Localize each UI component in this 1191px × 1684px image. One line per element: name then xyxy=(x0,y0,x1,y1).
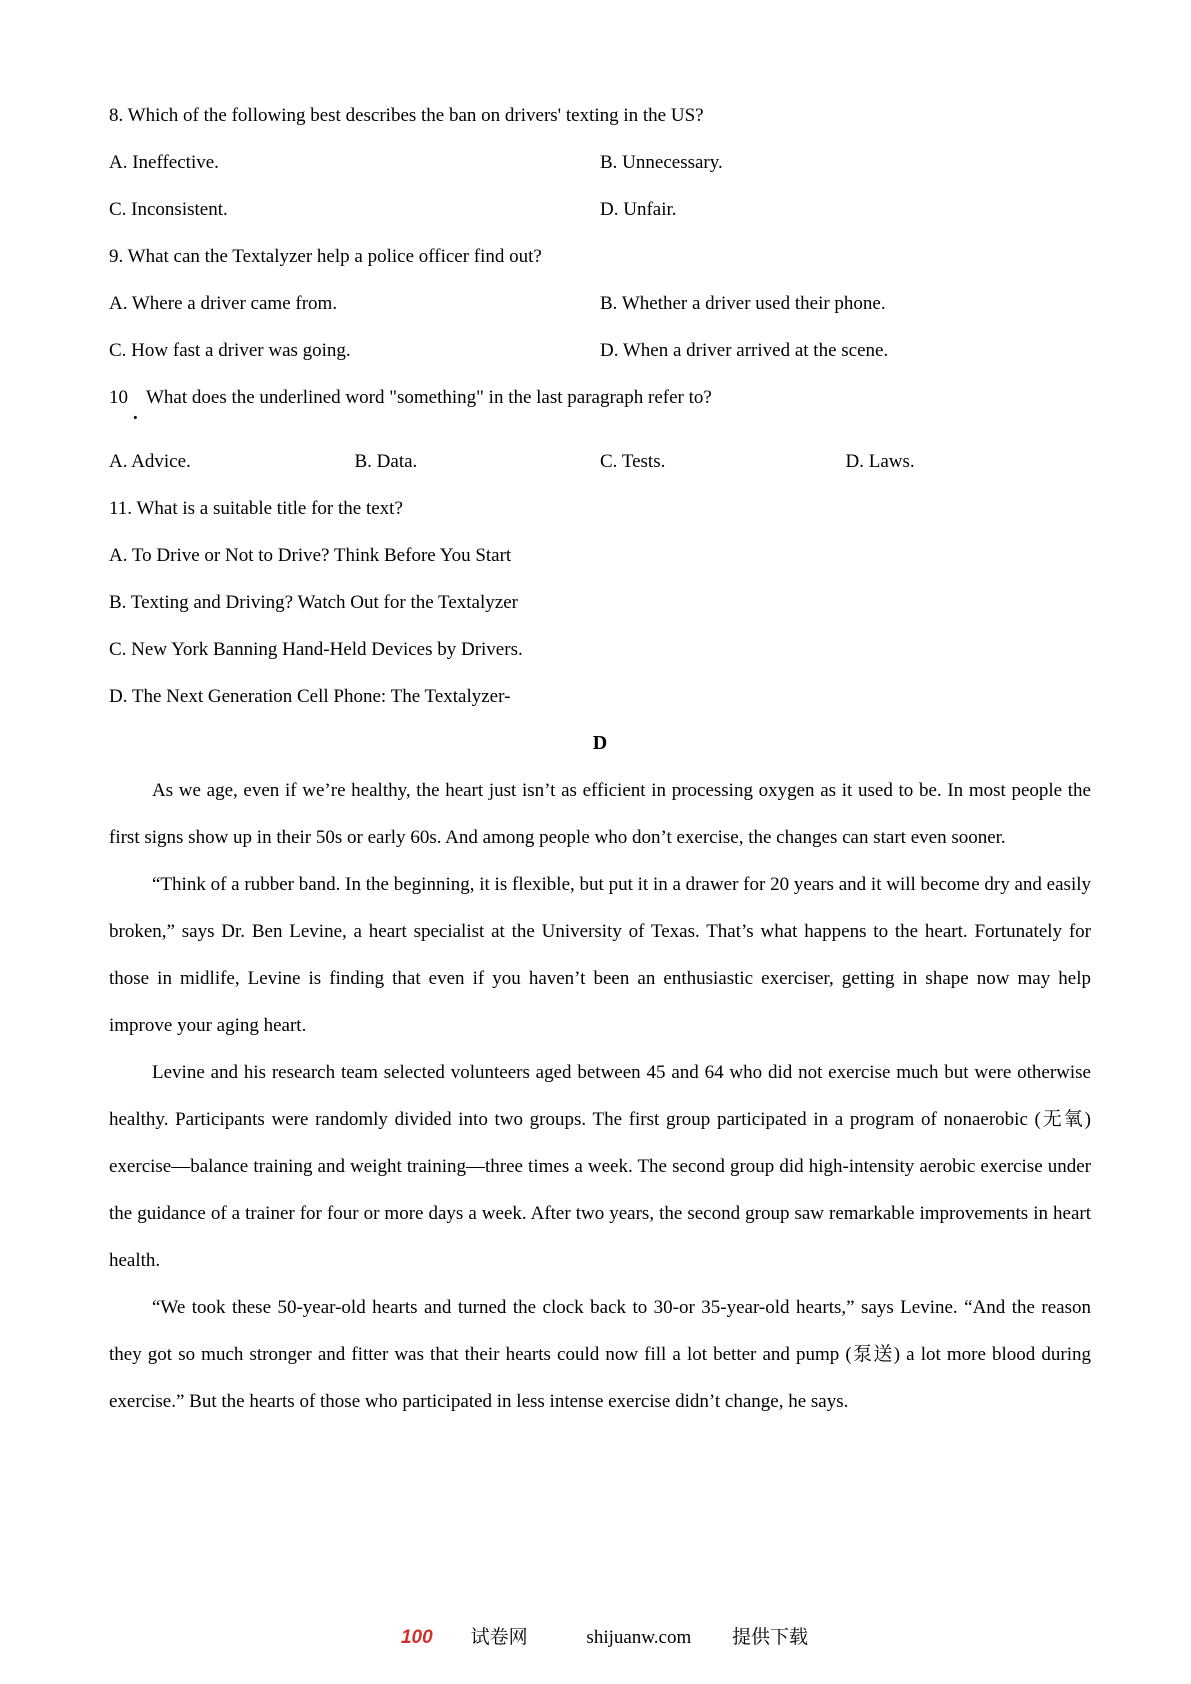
question-9-stem: 9. What can the Textalyzer help a police officer find out? xyxy=(109,246,542,267)
question-10-stem xyxy=(109,374,1091,438)
option-10d: D. Laws. xyxy=(845,451,915,472)
option-9d: D. When a driver arrived at the scene. xyxy=(600,340,889,361)
question-11-stem: 11. What is a suitable title for the text? xyxy=(109,498,403,519)
option-11c: C. New York Banning Hand-Held Devices by Drivers. xyxy=(109,639,523,660)
question-10-number: 10 xyxy=(109,387,128,408)
option-9a: A. Where a driver came from. xyxy=(109,293,338,314)
exam-page xyxy=(109,92,1091,1425)
footer-tagline: 提供下载 xyxy=(732,1627,809,1648)
option-11a: A. To Drive or Not to Drive? Think Before You Start xyxy=(109,545,512,566)
question-10-options-row xyxy=(109,438,1091,485)
site-logo[interactable] xyxy=(383,1622,546,1649)
option-11b: B. Texting and Driving? Watch Out for the Textalyzer xyxy=(109,592,518,613)
question-9-options-row-1 xyxy=(109,280,1091,327)
option-8a: A. Ineffective. xyxy=(109,152,219,173)
option-11d: D. The Next Generation Cell Phone: The Textalyzer- xyxy=(109,686,511,707)
option-8d: D. Unfair. xyxy=(600,199,677,220)
passage-paragraph: “We took these 50-year-old hearts and turned the clock back to 30-or 35-year-old hearts,” says Levine. “And the reason they got so much stronger and fitter was that their hearts could now fill a lot better and pump (泵送) a lot more blood during exercise.” But the hearts of those who participated in less intense exercise didn’t change, he says. xyxy=(109,1297,1091,1412)
passage-paragraph: Levine and his research team selected volunteers aged between 45 and 64 who did not exercise much but were otherwise healthy. Participants were randomly divided into two groups. The first group participated in a program of nonaerobic (无氧) exercise—balance training and weight training—three times a week. The second group did high-intensity aerobic exercise under the guidance of a trainer for four or more days a week. After two years, the second group saw remarkable improvements in heart health. xyxy=(109,1062,1091,1271)
option-9c: C. How fast a driver was going. xyxy=(109,340,351,361)
option-8c: C. Inconsistent. xyxy=(109,199,228,220)
question-9-options-row-2 xyxy=(109,327,1091,374)
logo-text: 试卷网 xyxy=(470,1627,528,1648)
question-8-stem: 8. Which of the following best describes the ban on drivers' texting in the US? xyxy=(109,105,704,126)
logo-number: 100 xyxy=(400,1627,433,1648)
passage-paragraph: “Think of a rubber band. In the beginning, it is flexible, but put it in a drawer for 20 years and it will become dry and easily broken,” says Dr. Ben Levine, a heart specialist at the University of Texas. That’s what happens to the heart. Fortunately for those in midlife, Levine is finding that even if you haven’t been an enthusiastic exerciser, getting in shape now may help improve your aging heart. xyxy=(109,874,1091,1036)
question-8-options-row-2 xyxy=(109,186,1091,233)
passage-paragraph: As we age, even if we’re healthy, the heart just isn’t as efficient in processing oxygen as it used to be. In most people the first signs show up in their 50s or early 60s. And among people who don’t exercise, the changes can start even sooner. xyxy=(109,780,1091,848)
option-10a: A. Advice. xyxy=(109,451,191,472)
question-10-text: What does the underlined word "something" in the last paragraph refer to? xyxy=(146,387,712,408)
question-8-options-row-1 xyxy=(109,139,1091,186)
option-10b: B. Data. xyxy=(354,451,418,472)
option-10c: C. Tests. xyxy=(600,451,666,472)
section-title: D xyxy=(592,732,608,754)
page-footer xyxy=(0,1622,1191,1649)
site-url-link[interactable]: shijuanw.com xyxy=(586,1627,692,1648)
question-10-dot: . xyxy=(133,403,138,424)
option-9b: B. Whether a driver used their phone. xyxy=(600,293,886,314)
option-8b: B. Unnecessary. xyxy=(600,152,723,173)
